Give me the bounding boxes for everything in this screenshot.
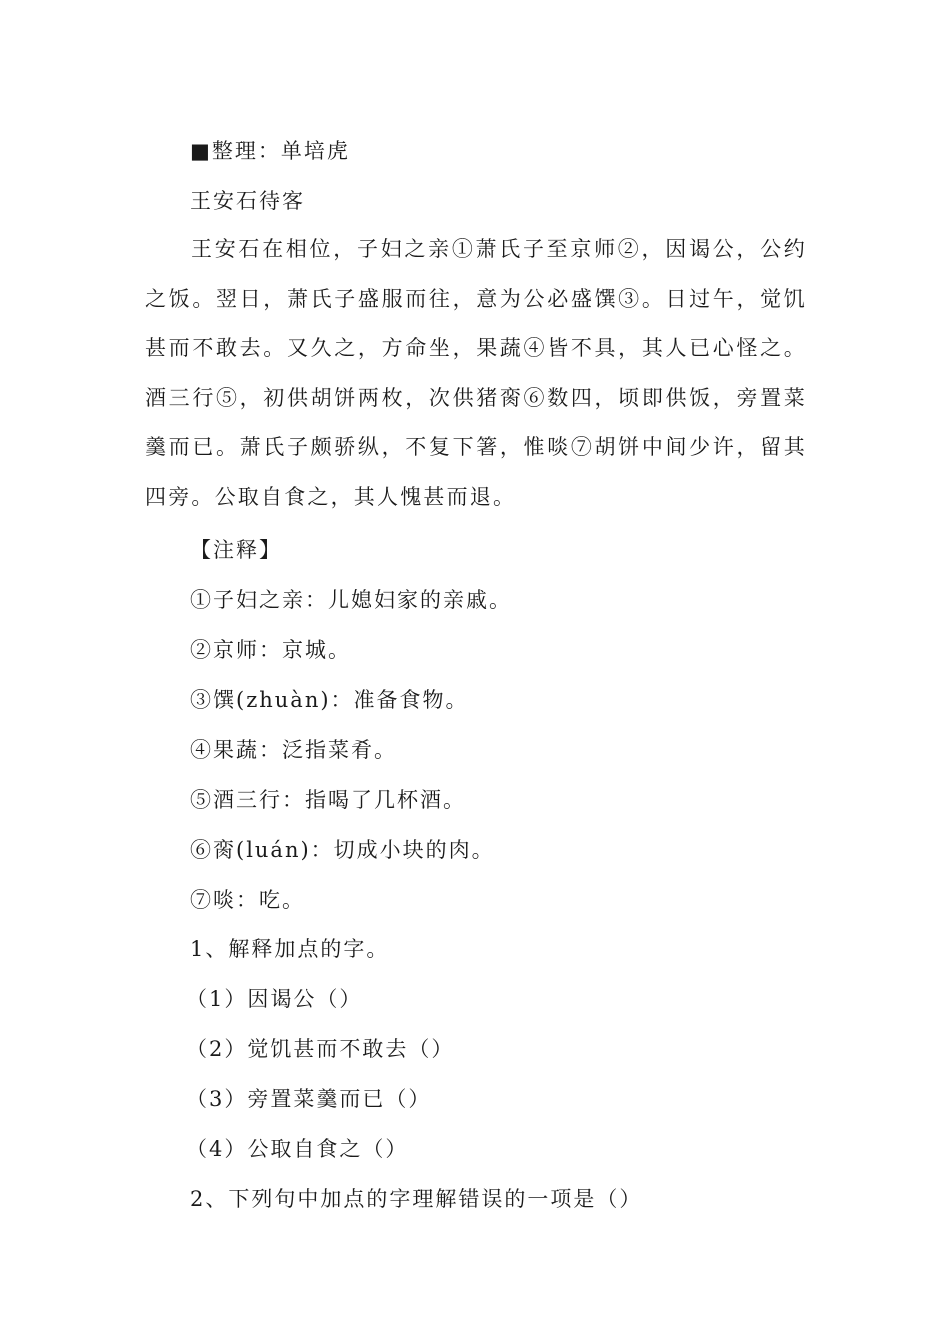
question-1-item: （3）旁置菜羹而已（） xyxy=(186,1087,432,1111)
passage-paragraph: 王安石在相位，子妇之亲①萧氏子至京师②，因谒公，公约之饭。翌日，萧氏子盛服而往，意为公必盛馔③。日过午，觉饥甚而不敢去。又久之，方命坐，果蔬④皆不具，其人已心怪之。酒三行⑤，初供胡饼两枚，次供猪脔⑥数四，顷即供饭，旁置菜羹而已。萧氏子颇骄纵，不复下箸，惟啖⑦胡饼中间少许，留其四旁。公取自食之，其人愧甚而退。 xyxy=(145,237,807,509)
note-item: ②京师：京城。 xyxy=(190,638,351,662)
note-item: ③馔(zhuàn)：准备食物。 xyxy=(190,688,469,712)
question-1-item: （1）因谒公（） xyxy=(186,987,363,1011)
question-1-item: （4）公取自食之（） xyxy=(186,1137,409,1161)
note-item: ⑤酒三行：指喝了几杯酒。 xyxy=(190,788,466,812)
note-item: ⑥脔(luán)：切成小块的肉。 xyxy=(190,838,495,862)
article-title: 王安石待客 xyxy=(190,189,305,213)
question-2-prompt: 2、下列句中加点的字理解错误的一项是（） xyxy=(190,1187,643,1211)
editor-credit: ■整理：单培虎 xyxy=(190,139,350,163)
question-1-item: （2）觉饥甚而不敢去（） xyxy=(186,1037,455,1061)
note-item: ①子妇之亲：儿媳妇家的亲戚。 xyxy=(190,588,512,612)
note-item: ④果蔬：泛指菜肴。 xyxy=(190,738,397,762)
question-1-prompt: 1、解释加点的字。 xyxy=(190,937,390,961)
note-item: ⑦啖：吃。 xyxy=(190,888,305,912)
notes-heading: 【注释】 xyxy=(190,538,282,562)
